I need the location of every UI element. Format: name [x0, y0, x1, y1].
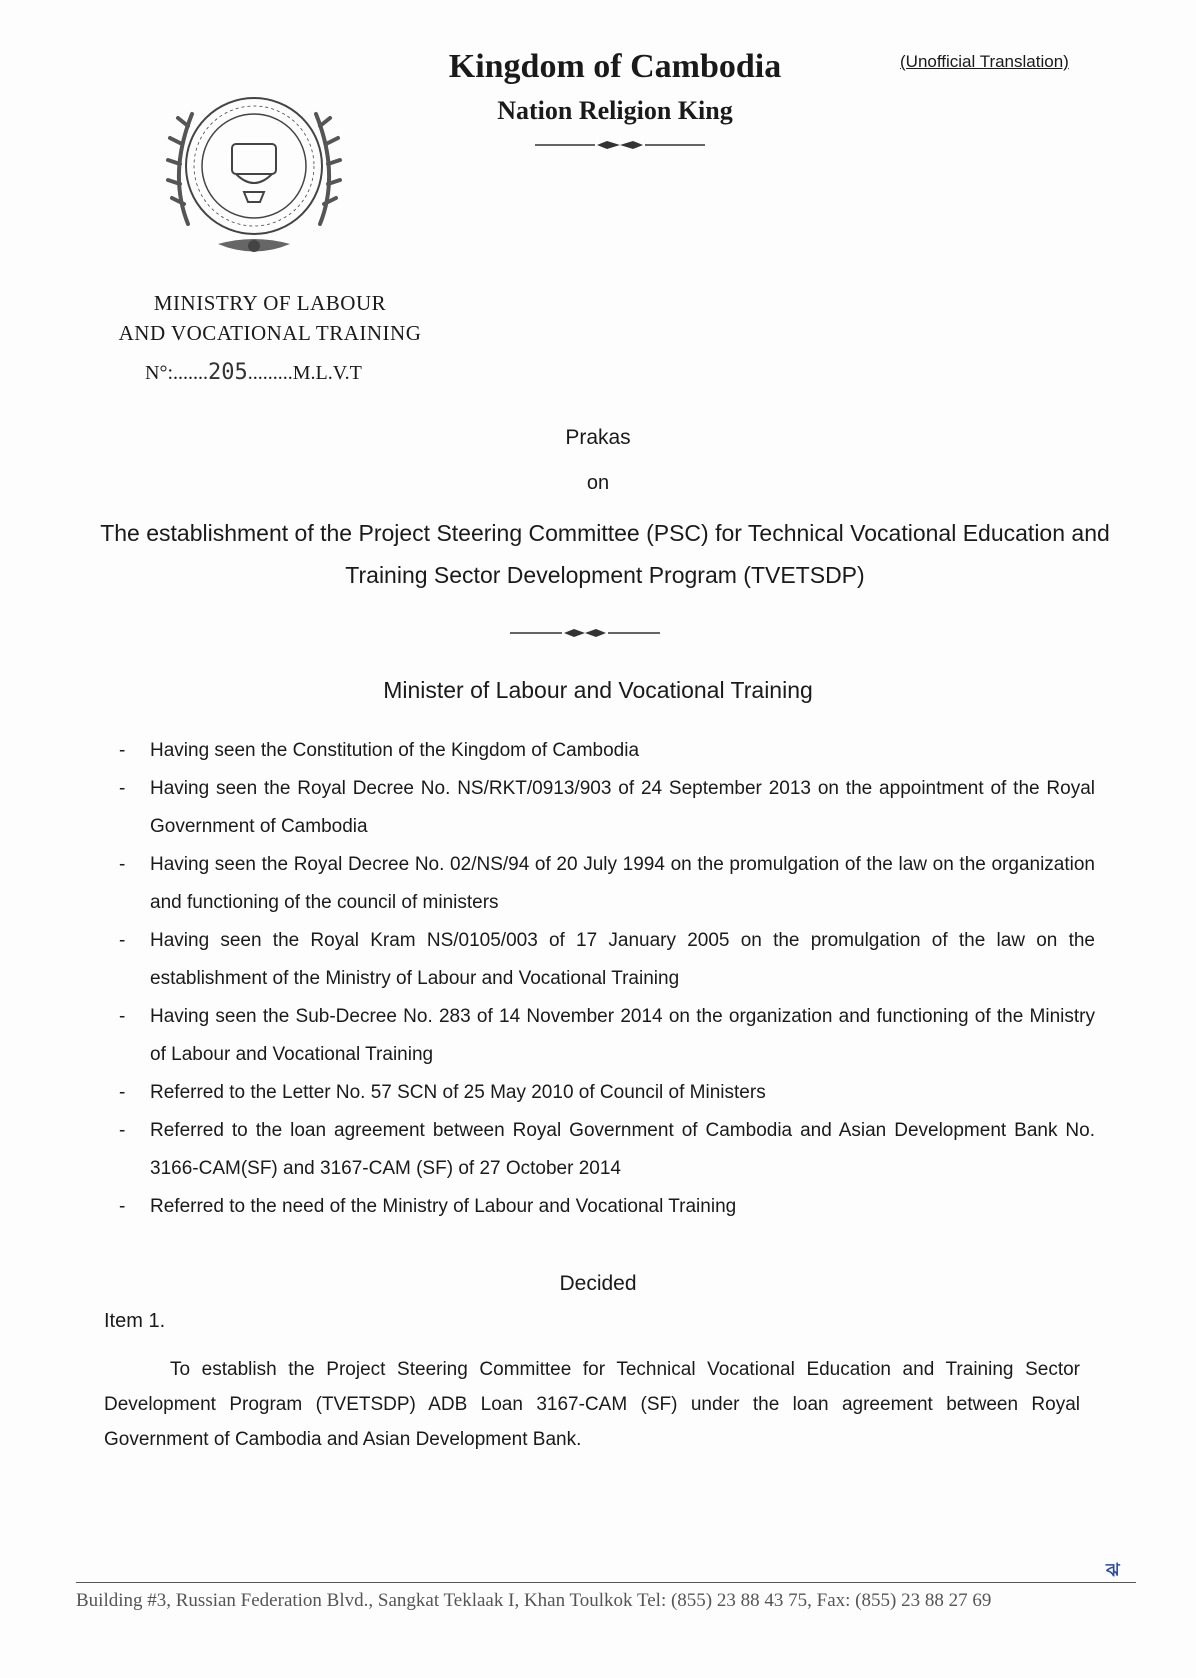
doc-title-on: on	[586, 472, 610, 494]
reference-number	[145, 360, 362, 385]
handwritten-initial: ঝ	[1106, 1560, 1120, 1580]
ministry-name-line2: AND VOCATIONAL TRAINING	[118, 321, 422, 345]
ref-number: 205	[208, 360, 248, 385]
footer-divider	[76, 1582, 1136, 1583]
preamble-clause: - Having seen the Royal Kram NS/0105/003 of 17 January 2005 on the promulgation of the law on the establishment of the Ministry of Labour and Vocational Training	[115, 922, 1095, 998]
ref-prefix: N°:.......	[145, 362, 208, 384]
doc-subject-title: The establishment of the Project Steering Committee (PSC) for Technical Vocational Education and Training Sector Development Program (TVETSDP)	[100, 520, 1110, 588]
doc-type-title: Prakas	[565, 426, 631, 449]
minister-heading: Minister of Labour and Vocational Training	[383, 677, 813, 703]
preamble-clause: - Having seen the Royal Decree No. 02/NS/94 of 20 July 1994 on the promulgation of the law on the organization and functioning of the council of ministers	[115, 846, 1095, 922]
header-ornament	[535, 138, 705, 150]
footer-address: Building #3, Russian Federation Blvd., Sangkat Teklaak I, Khan Toulkok Tel: (855) 23 88 43 75, Fax: (855) 23 88 27 69	[76, 1590, 992, 1611]
preamble-clause: - Referred to the need of the Ministry of Labour and Vocational Training	[115, 1188, 1095, 1226]
preamble-clauses	[115, 732, 1095, 1226]
national-motto: Nation Religion King	[497, 96, 733, 125]
preamble-clause: - Having seen the Constitution of the Kingdom of Cambodia	[115, 732, 1095, 770]
item-1-label: Item 1.	[104, 1310, 166, 1332]
translation-note: (Unofficial Translation)	[900, 52, 1069, 71]
preamble-clause: - Having seen the Royal Decree No. NS/RKT/0913/903 of 24 September 2013 on the appointment of the Royal Government of Cambodia	[115, 770, 1095, 846]
title-ornament	[510, 626, 660, 638]
country-name: Kingdom of Cambodia	[448, 48, 782, 85]
ministry-name-line1: MINISTRY OF LABOUR	[153, 291, 387, 315]
ref-suffix: .........M.L.V.T	[247, 362, 362, 384]
preamble-clause: - Referred to the loan agreement between Royal Government of Cambodia and Asian Development Bank No. 3166-CAM(SF) and 3167-CAM (SF) of 27 October 2014	[115, 1112, 1095, 1188]
ministry-name	[90, 288, 450, 348]
ministry-seal-emblem	[158, 74, 350, 264]
decided-heading: Decided	[559, 1272, 637, 1295]
item-1-text: To establish the Project Steering Committee for Technical Vocational Education and Training Sector Development Program (TVETSDP) ADB Loan 3167-CAM (SF) under the loan agreement between Royal Government of Cambodia and Asian Development Bank.	[104, 1359, 1080, 1450]
preamble-clause: - Having seen the Sub-Decree No. 283 of 14 November 2014 on the organization and functioning of the Ministry of Labour and Vocational Training	[115, 998, 1095, 1074]
preamble-clause: - Referred to the Letter No. 57 SCN of 25 May 2010 of Council of Ministers	[115, 1074, 1095, 1112]
